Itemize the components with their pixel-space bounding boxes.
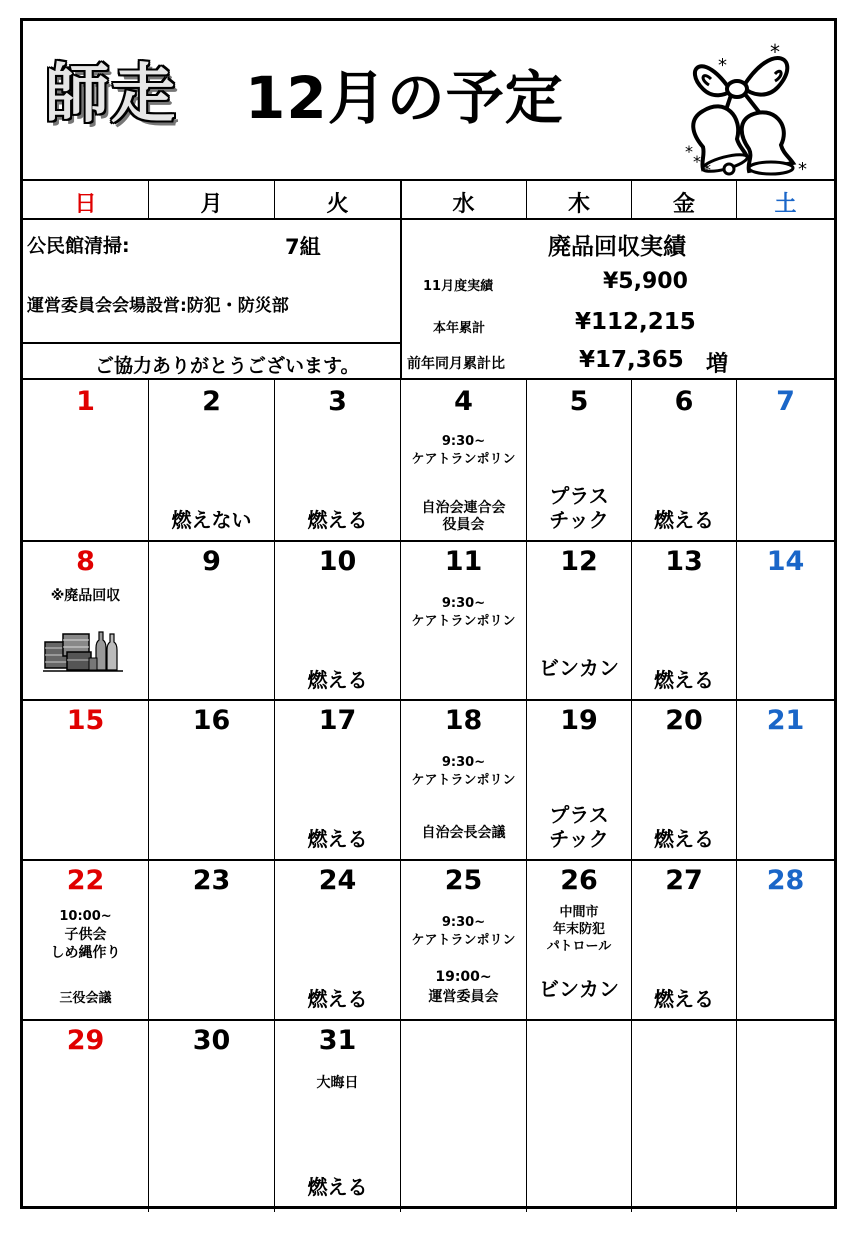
recycling-bundle-icon bbox=[41, 628, 125, 674]
event-time: 9:30~ bbox=[441, 434, 486, 449]
day-cell bbox=[527, 861, 631, 1019]
event-label: 大晦日 bbox=[316, 1075, 359, 1091]
svg-text:*: * bbox=[798, 159, 807, 177]
compare-label: 前年同月累計比 bbox=[407, 356, 505, 372]
calendar-frame bbox=[20, 18, 837, 1209]
day-cell bbox=[23, 542, 148, 699]
day-number: 15 bbox=[66, 705, 105, 736]
day-number: 17 bbox=[318, 705, 357, 736]
day-number: 9 bbox=[202, 546, 221, 577]
garbage-label: プラス bbox=[549, 803, 609, 827]
day-number: 25 bbox=[444, 865, 483, 896]
day-cell bbox=[737, 380, 834, 540]
day-cell bbox=[23, 861, 148, 1019]
event-label: 自治会長会議 bbox=[421, 825, 506, 841]
garbage-label: 燃える bbox=[654, 668, 714, 692]
garbage-label: 燃える bbox=[654, 508, 714, 532]
day-cell bbox=[23, 1021, 148, 1209]
day-cell bbox=[527, 701, 631, 859]
cleaning-group: 7組 bbox=[285, 235, 321, 259]
event-label: 年末防犯 bbox=[552, 922, 605, 937]
day-cell bbox=[632, 861, 736, 1019]
day-number: 23 bbox=[192, 865, 231, 896]
garbage-label: ビンカン bbox=[539, 977, 619, 1001]
year-value: ¥112,215 bbox=[575, 309, 696, 335]
day-cell bbox=[401, 542, 526, 699]
day-cell bbox=[632, 542, 736, 699]
event-time: 9:30~ bbox=[441, 915, 486, 930]
day-cell bbox=[149, 380, 274, 540]
divider bbox=[23, 179, 834, 181]
event-time: 9:30~ bbox=[441, 596, 486, 611]
compare-value: ¥17,365 bbox=[579, 347, 684, 373]
day-cell bbox=[737, 701, 834, 859]
weekday-mon: 月 bbox=[200, 192, 223, 217]
garbage-label: 燃える bbox=[307, 987, 368, 1011]
day-cell bbox=[737, 861, 834, 1019]
garbage-label: 燃える bbox=[307, 1175, 368, 1199]
event-label: ケアトランポリン bbox=[411, 614, 516, 629]
svg-text:*: * bbox=[693, 152, 701, 171]
page-title: 12月の予定 bbox=[245, 64, 564, 132]
event-label: しめ縄作り bbox=[50, 945, 121, 961]
event-label: ケアトランポリン bbox=[411, 933, 516, 948]
divider bbox=[23, 218, 834, 220]
event-label: パトロール bbox=[546, 939, 612, 954]
day-number: 27 bbox=[665, 865, 703, 896]
event-label: 役員会 bbox=[442, 517, 485, 533]
day-cell bbox=[149, 542, 274, 699]
day-number: 26 bbox=[560, 865, 598, 896]
day-cell bbox=[632, 701, 736, 859]
christmas-bells-icon bbox=[663, 29, 813, 177]
day-number: 14 bbox=[766, 546, 805, 577]
weekday-sat: 土 bbox=[774, 192, 797, 217]
day-number: 12 bbox=[560, 546, 598, 577]
day-number: 28 bbox=[766, 865, 805, 896]
day-cell bbox=[275, 701, 400, 859]
day-cell bbox=[275, 380, 400, 540]
day-number: 11 bbox=[444, 546, 483, 577]
day-cell bbox=[527, 542, 631, 699]
day-cell bbox=[275, 542, 400, 699]
event-label: ※廃品回収 bbox=[50, 588, 121, 604]
nov-label: 11月度実績 bbox=[423, 279, 494, 294]
day-number: 20 bbox=[665, 705, 703, 736]
day-number: 8 bbox=[76, 546, 95, 577]
day-cell bbox=[23, 701, 148, 859]
day-number: 6 bbox=[674, 386, 694, 417]
day-number: 7 bbox=[776, 386, 795, 417]
garbage-label: プラス bbox=[549, 484, 609, 508]
cleaning-label: 公民館清掃: bbox=[27, 235, 130, 257]
compare-suffix: 増 bbox=[706, 352, 729, 377]
garbage-label: チック bbox=[549, 827, 609, 851]
day-cell bbox=[632, 380, 736, 540]
weekday-wed: 水 bbox=[452, 192, 475, 217]
day-cell bbox=[737, 542, 834, 699]
day-number: 24 bbox=[318, 865, 357, 896]
day-cell bbox=[23, 380, 148, 540]
garbage-label: ビンカン bbox=[539, 656, 619, 680]
day-cell bbox=[401, 701, 526, 859]
day-cell bbox=[149, 1021, 274, 1209]
garbage-label: 燃えない bbox=[171, 508, 252, 532]
day-number: 31 bbox=[318, 1025, 357, 1056]
day-cell bbox=[275, 1021, 400, 1209]
day-cell bbox=[275, 861, 400, 1019]
weekday-sun: 日 bbox=[74, 192, 97, 217]
event-time: 9:30~ bbox=[441, 755, 486, 770]
day-cell bbox=[527, 380, 631, 540]
day-number: 4 bbox=[454, 386, 473, 417]
garbage-label: チック bbox=[549, 508, 609, 532]
day-number: 29 bbox=[66, 1025, 105, 1056]
day-cell bbox=[401, 861, 526, 1019]
day-number: 2 bbox=[202, 386, 221, 417]
garbage-label: 燃える bbox=[654, 827, 714, 851]
year-label: 本年累計 bbox=[433, 321, 486, 336]
day-number: 13 bbox=[665, 546, 703, 577]
weekday-fri: 金 bbox=[672, 192, 695, 217]
nov-value: ¥5,900 bbox=[603, 269, 688, 294]
svg-text:*: * bbox=[685, 142, 693, 161]
event-label: 中間市 bbox=[559, 905, 599, 920]
day-number: 10 bbox=[318, 546, 357, 577]
day-number: 22 bbox=[66, 865, 105, 896]
thanks-message: ご協力ありがとうございます。 bbox=[95, 355, 360, 377]
weekday-tue: 火 bbox=[326, 192, 349, 217]
event-label: 子供会 bbox=[64, 927, 107, 943]
day-number: 18 bbox=[444, 705, 483, 736]
divider bbox=[23, 342, 400, 344]
day-number: 1 bbox=[76, 386, 95, 417]
event-label: ケアトランポリン bbox=[411, 773, 516, 788]
day-number: 5 bbox=[569, 386, 589, 417]
day-number: 16 bbox=[192, 705, 231, 736]
event-time: 10:00~ bbox=[59, 909, 112, 924]
day-cell bbox=[401, 380, 526, 540]
day-number: 21 bbox=[766, 705, 805, 736]
title-area bbox=[23, 21, 834, 181]
day-cell bbox=[149, 701, 274, 859]
setup-duty: 運営委員会会場設営:防犯・防災部 bbox=[27, 296, 289, 316]
svg-text:*: * bbox=[718, 55, 727, 76]
title-shiwasu: 師走 bbox=[45, 58, 177, 132]
recycle-title: 廃品回収実績 bbox=[548, 234, 686, 260]
garbage-label: 燃える bbox=[307, 827, 368, 851]
event-label: 運営委員会 bbox=[428, 989, 499, 1005]
weekday-thu: 木 bbox=[567, 192, 590, 217]
garbage-label: 燃える bbox=[307, 508, 368, 532]
day-number: 3 bbox=[328, 386, 347, 417]
day-number: 19 bbox=[560, 705, 598, 736]
garbage-label: 燃える bbox=[307, 668, 368, 692]
svg-text:*: * bbox=[770, 40, 780, 64]
day-cell bbox=[149, 861, 274, 1019]
event-label: 三役会議 bbox=[59, 991, 112, 1006]
event-time: 19:00~ bbox=[435, 969, 492, 985]
svg-text:*: * bbox=[703, 160, 711, 177]
event-label: 自治会連合会 bbox=[421, 500, 506, 516]
day-number: 30 bbox=[192, 1025, 231, 1056]
garbage-label: 燃える bbox=[654, 987, 714, 1011]
event-label: ケアトランポリン bbox=[411, 452, 516, 467]
